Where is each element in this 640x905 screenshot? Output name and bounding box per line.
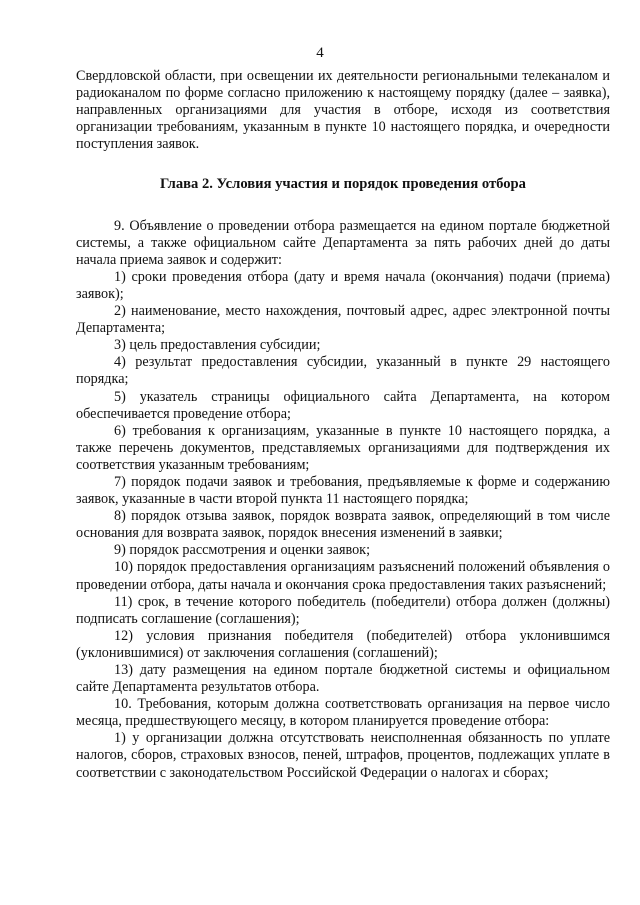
paragraph-9-item-11: 11) срок, в течение которого победитель (победители) отбора должен (должны) подписать соглашение (соглашения); — [76, 593, 610, 627]
paragraph-9-item-9: 9) порядок рассмотрения и оценки заявок; — [114, 542, 371, 559]
document-body — [76, 68, 610, 782]
paragraph-9-item-8: 8) порядок отзыва заявок, порядок возврата заявок, определяющий в том числе основания для возврата заявок, порядок внесения изменений в заявки; — [76, 508, 610, 542]
paragraph-10-item-1: 1) у организации должна отсутствовать неисполненная обязанность по уплате налогов, сборов, страховых взносов, пеней, штрафов, процентов, подлежащих уплате в соответствии с законодательством Российской Федерации о налогах и сборах; — [76, 730, 610, 781]
paragraph-10: 10. Требования, которым должна соответствовать организация на первое число месяца, предшествующего месяцу, в котором планируется проведение отбора: — [76, 696, 610, 730]
paragraph-9-item-7: 7) порядок подачи заявок и требования, предъявляемые к форме и содержанию заявок, указанные в части второй пункта 11 настоящего порядка; — [76, 473, 610, 508]
chapter-title: Глава 2. Условия участия и порядок проведения отбора — [160, 176, 526, 193]
paragraph-9-item-10: 10) порядок предоставления организациям разъяснений положений объявления о проведении отбора, даты начала и окончания срока предоставления таких разъяснений; — [76, 559, 610, 593]
paragraph-9: 9. Объявление о проведении отбора размещается на едином портале бюджетной системы, а также официальном сайте Департамента за пять рабочих дней до даты начала приема заявок и содержит: — [76, 217, 610, 268]
paragraph-9-item-2: 2) наименование, место нахождения, почтовый адрес, адрес электронной почты Департамента; — [76, 303, 610, 337]
paragraph-9-item-13: 13) дату размещения на едином портале бюджетной системы и официальном сайте Департамента результатов отбора. — [76, 662, 610, 696]
lead-paragraph: Свердловской области, при освещении их деятельности региональными телеканалом и радиоканалом по форме согласно приложению к настоящему порядку (далее – заявка), направленных организациями для участия в отборе, исходя из соответствия организации требованиям, указанным в пункте 10 настоящего порядка, и очередности поступления заявок. — [76, 68, 610, 153]
paragraph-9-item-1: 1) сроки проведения отбора (дату и время начала (окончания) подачи (приема) заявок); — [76, 268, 610, 302]
paragraph-9-item-6: 6) требования к организациям, указанные в пункте 10 настоящего порядка, а также перечень документов, представляемых организациями для подтверждения их соответствия указанным требованиям; — [76, 422, 610, 473]
paragraph-9-item-5: 5) указатель страницы официального сайта Департамента, на котором обеспечивается проведение отбора; — [76, 388, 610, 422]
paragraph-9-item-4: 4) результат предоставления субсидии, указанный в пункте 29 настоящего порядка; — [76, 354, 610, 388]
page-number: 4 — [316, 45, 324, 61]
paragraph-9-item-12: 12) условия признания победителя (победителей) отбора уклонившимся (уклонившимися) от заключения соглашения (соглашений); — [76, 627, 610, 661]
paragraph-9-item-3: 3) цель предоставления субсидии; — [114, 337, 321, 354]
